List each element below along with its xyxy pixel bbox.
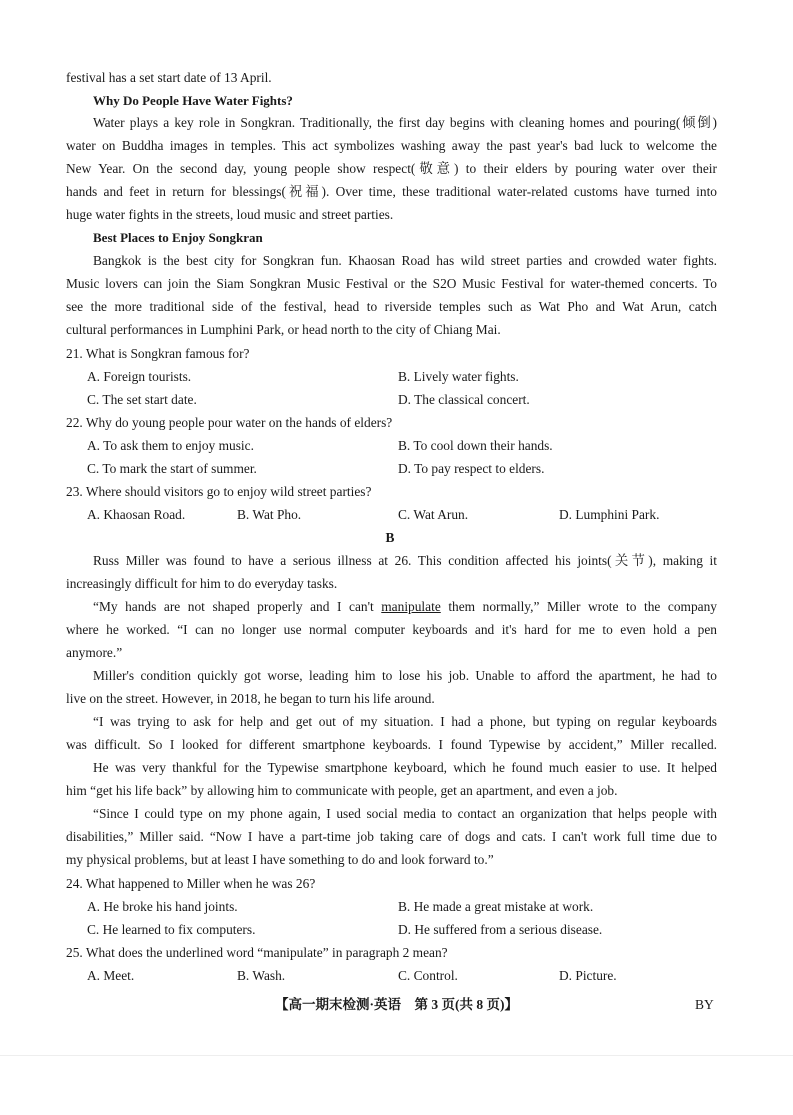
passage-line: “I was trying to ask for help and get out of my situation. I had a phone, but typing on regular keyboards — [93, 714, 717, 729]
passage-line: him “get his life back” by allowing him to communicate with people, get an apartment, and even a job. — [66, 783, 618, 798]
passage-line: huge water fights in the streets, loud music and street parties. — [66, 207, 394, 222]
question-stem: 24. What happened to Miller when he was 26? — [66, 876, 316, 891]
option-d: D. Lumphini Park. — [559, 507, 660, 522]
passage-line: disabilities,” Miller said. “Now I have a part-time job taking care of dogs and cats. I can't work full time due to — [66, 829, 717, 844]
passage-line: Music lovers can join the Siam Songkran Music Festival or the S2O Music Festival for water-themed concerts. To — [66, 276, 717, 291]
option-d: D. To pay respect to elders. — [398, 461, 545, 476]
option-a: A. Meet. — [87, 968, 135, 983]
passage-line: increasingly difficult for him to do everyday tasks. — [66, 576, 338, 591]
question-stem: 21. What is Songkran famous for? — [66, 346, 250, 361]
bottom-divider — [0, 1055, 793, 1056]
passage-line: anymore.” — [66, 645, 123, 660]
option-c: C. The set start date. — [87, 392, 197, 407]
passage-text: them normally,” Miller wrote to the company — [440, 599, 717, 614]
option-b: B. Wat Pho. — [237, 507, 302, 522]
passage-text: “My hands are not shaped properly and I can't — [93, 599, 382, 614]
option-c: C. Control. — [398, 968, 458, 983]
question-stem: 25. What does the underlined word “manipulate” in paragraph 2 mean? — [66, 945, 448, 960]
passage-line: my physical problems, but at least I have something to do and look forward to.” — [66, 852, 494, 867]
passage-line: cultural performances in Lumphini Park, or head north to the city of Chiang Mai. — [66, 322, 501, 337]
option-b: B. To cool down their hands. — [398, 438, 553, 453]
option-c: C. To mark the start of summer. — [87, 461, 257, 476]
option-d: D. Picture. — [559, 968, 617, 983]
passage-line: was difficult. So I looked for different smartphone keyboards. I found Typewise by accident,” Miller recalled. — [66, 737, 717, 752]
footer-title: 【高一期末检测·英语 第 3 页(共 8 页)】 — [275, 997, 518, 1012]
passage-line: where he worked. “I can no longer use normal computer keyboards and it's hard for me to even hold a pen — [66, 622, 717, 637]
passage-line: live on the street. However, in 2018, he began to turn his life around. — [66, 691, 435, 706]
passage-line: New Year. On the second day, young people show respect(敬意) to their elders by pouring water over their — [66, 161, 717, 176]
passage-line: Miller's condition quickly got worse, leading him to lose his job. Unable to afford the apartment, he had to — [93, 668, 717, 683]
section-heading: Why Do People Have Water Fights? — [93, 93, 293, 108]
question-stem: 23. Where should visitors go to enjoy wild street parties? — [66, 484, 372, 499]
option-b: B. Wash. — [237, 968, 286, 983]
section-label: B — [385, 530, 395, 545]
underlined-word: manipulate — [381, 599, 441, 614]
passage-line: “Since I could type on my phone again, I used social media to contact an organization that helps people with — [93, 806, 717, 821]
option-a: A. To ask them to enjoy music. — [87, 438, 254, 453]
passage-line — [93, 599, 717, 615]
question-stem: 22. Why do young people pour water on the hands of elders? — [66, 415, 393, 430]
passage-line: festival has a set start date of 13 April. — [66, 70, 272, 85]
footer-code: BY — [695, 997, 714, 1012]
section-heading: Best Places to Enjoy Songkran — [93, 230, 263, 245]
option-d: D. The classical concert. — [398, 392, 530, 407]
option-a: A. He broke his hand joints. — [87, 899, 238, 914]
option-c: C. Wat Arun. — [398, 507, 469, 522]
passage-line: hands and feet in return for blessings(祝福). Over time, these traditional water-related customs have turned into — [66, 184, 717, 199]
option-c: C. He learned to fix computers. — [87, 922, 256, 937]
option-d: D. He suffered from a serious disease. — [398, 922, 603, 937]
passage-line: He was very thankful for the Typewise smartphone keyboard, which he found much easier to use. It helped — [93, 760, 717, 775]
passage-line: water on Buddha images in temples. This act symbolizes washing away the past year's bad luck to welcome the — [66, 138, 717, 153]
passage-line: Bangkok is the best city for Songkran fun. Khaosan Road has wild street parties and crowded water fights. — [93, 253, 717, 268]
passage-line: Russ Miller was found to have a serious illness at 26. This condition affected his joints(关节), making it — [93, 553, 717, 568]
passage-line: see the more traditional side of the festival, head to riverside temples such as Wat Pho and Wat Arun, catch — [66, 299, 717, 314]
passage-line: Water plays a key role in Songkran. Traditionally, the first day begins with cleaning homes and pouring(倾倒) — [93, 115, 717, 130]
option-b: B. Lively water fights. — [398, 369, 519, 384]
option-b: B. He made a great mistake at work. — [398, 899, 594, 914]
option-a: A. Khaosan Road. — [87, 507, 186, 522]
option-a: A. Foreign tourists. — [87, 369, 192, 384]
